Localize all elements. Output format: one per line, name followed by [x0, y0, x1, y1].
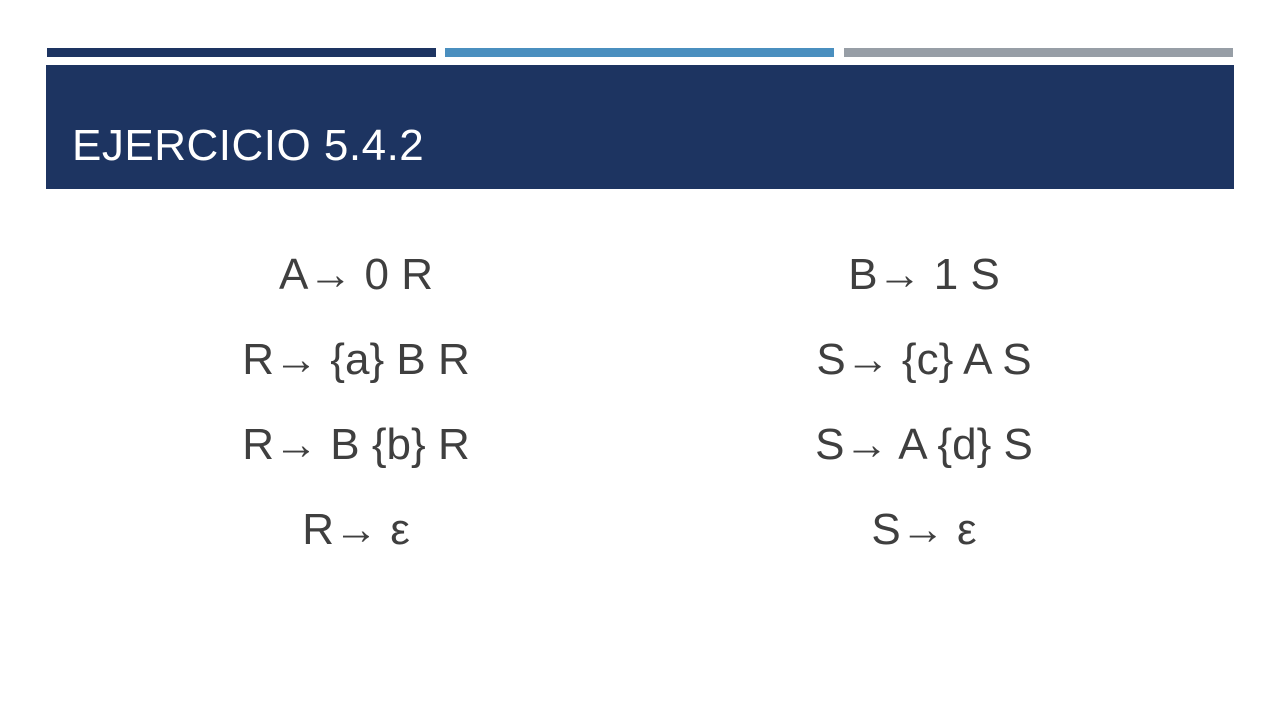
rule-line: A→ 0 R — [278, 250, 434, 299]
accent-bar-gray — [844, 48, 1233, 57]
accent-bar-dark — [47, 48, 436, 57]
rule-line: S→ ε — [871, 505, 977, 554]
title-band — [46, 65, 1234, 189]
grammar-rules-right — [714, 246, 1134, 586]
rule-line: B→ 1 S — [848, 250, 1000, 299]
rule-line: S→ A {d} S — [815, 420, 1033, 469]
rule-line: R→ B {b} R — [242, 420, 470, 469]
rule-line: R→ {a} B R — [242, 335, 470, 384]
grammar-rules-left — [146, 246, 566, 586]
rule-line: S→ {c} A S — [816, 335, 1032, 384]
accent-bar-blue — [445, 48, 834, 57]
slide-title: EJERCICIO 5.4.2 — [72, 121, 425, 170]
rule-line: R→ ε — [302, 505, 410, 554]
